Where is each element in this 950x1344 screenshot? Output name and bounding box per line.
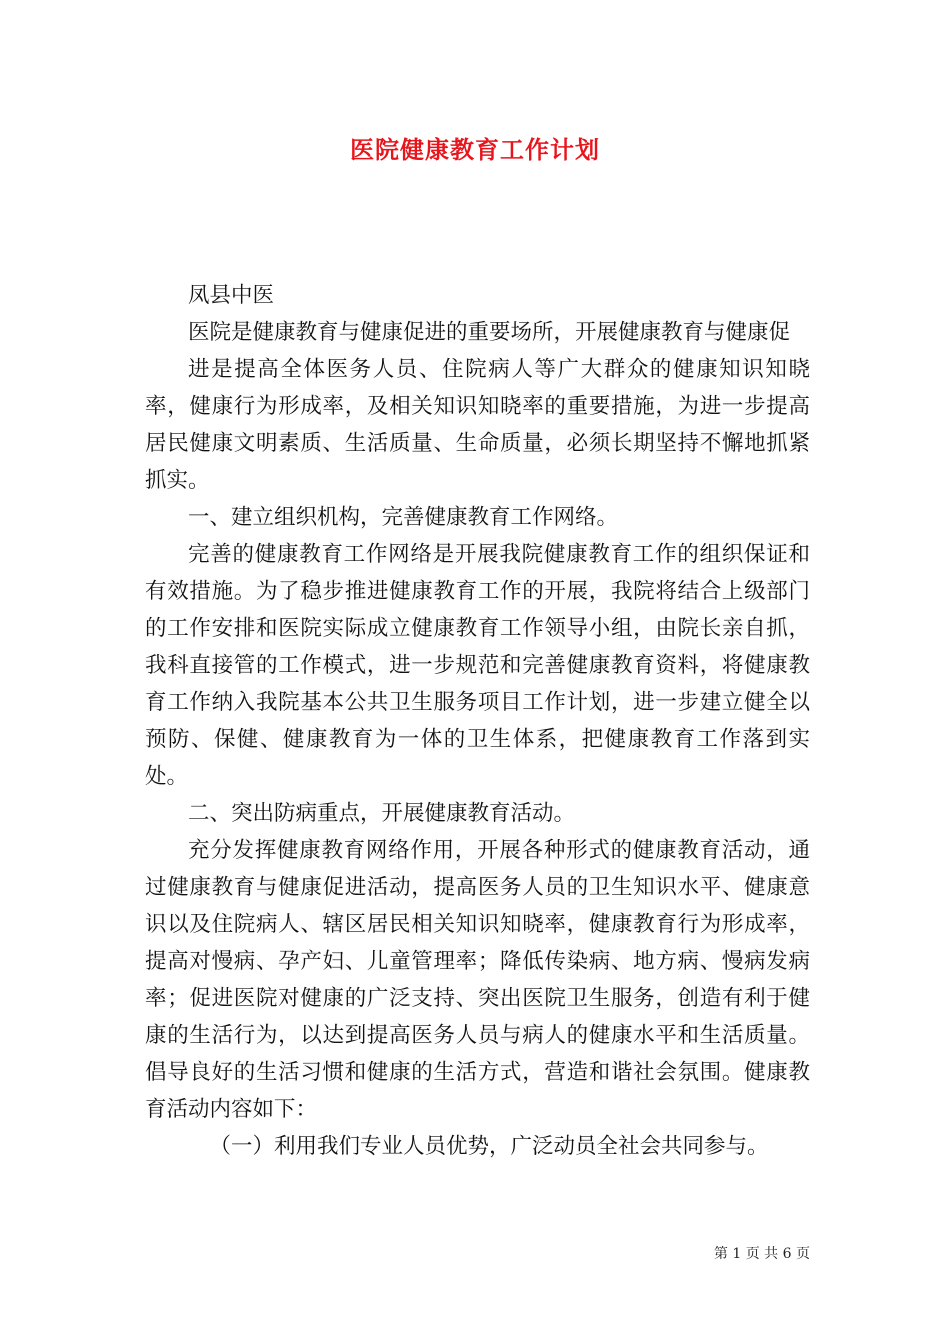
document-body	[145, 277, 810, 1165]
body-paragraph: 充分发挥健康教育网络作用，开展各种形式的健康教育活动，通过健康教育与健康促进活动，提高医务人员的卫生知识水平、健康意识以及住院病人、辖区居民相关知识知晓率，健康教育行为形成率，提高对慢病、孕产妇、儿童管理率；降低传染病、地方病、慢病发病率；促进医院对健康的广泛支持、突出医院卫生服务，创造有利于健康的生活行为，以达到提高医务人员与病人的健康水平和生活质量。倡导良好的生活习惯和健康的生活方式，营造和谐社会氛围。健康教育活动内容如下：	[145, 838, 810, 1122]
author-line: 凤县中医	[188, 283, 275, 308]
section-heading: 二、突出防病重点，开展健康教育活动。	[188, 801, 576, 826]
subsection-heading: （一）利用我们专业人员优势，广泛动员全社会共同参与。	[209, 1134, 769, 1159]
document-title: 医院健康教育工作计划	[350, 135, 600, 164]
page-number-footer: 第 1 页 共 6 页	[713, 1246, 810, 1262]
body-paragraph: 完善的健康教育工作网络是开展我院健康教育工作的组织保证和有效措施。为了稳步推进健康教育工作的开展，我院将结合上级部门的工作安排和医院实际成立健康教育工作领导小组，由院长亲自抓，我科直接管的工作模式，进一步规范和完善健康教育资料，将健康教育工作纳入我院基本公共卫生服务项目工作计划，进一步建立健全以预防、保健、健康教育为一体的卫生体系，把健康教育工作落到实处。	[145, 542, 810, 789]
section-heading: 一、建立组织机构，完善健康教育工作网络。	[188, 505, 619, 530]
body-paragraph: 医院是健康教育与健康促进的重要场所，开展健康教育与健康促	[188, 320, 791, 345]
body-paragraph: 进是提高全体医务人员、住院病人等广大群众的健康知识知晓率，健康行为形成率，及相关知识知晓率的重要措施，为进一步提高居民健康文明素质、生活质量、生命质量，必须长期坚持不懈地抓紧抓实。	[145, 357, 810, 493]
